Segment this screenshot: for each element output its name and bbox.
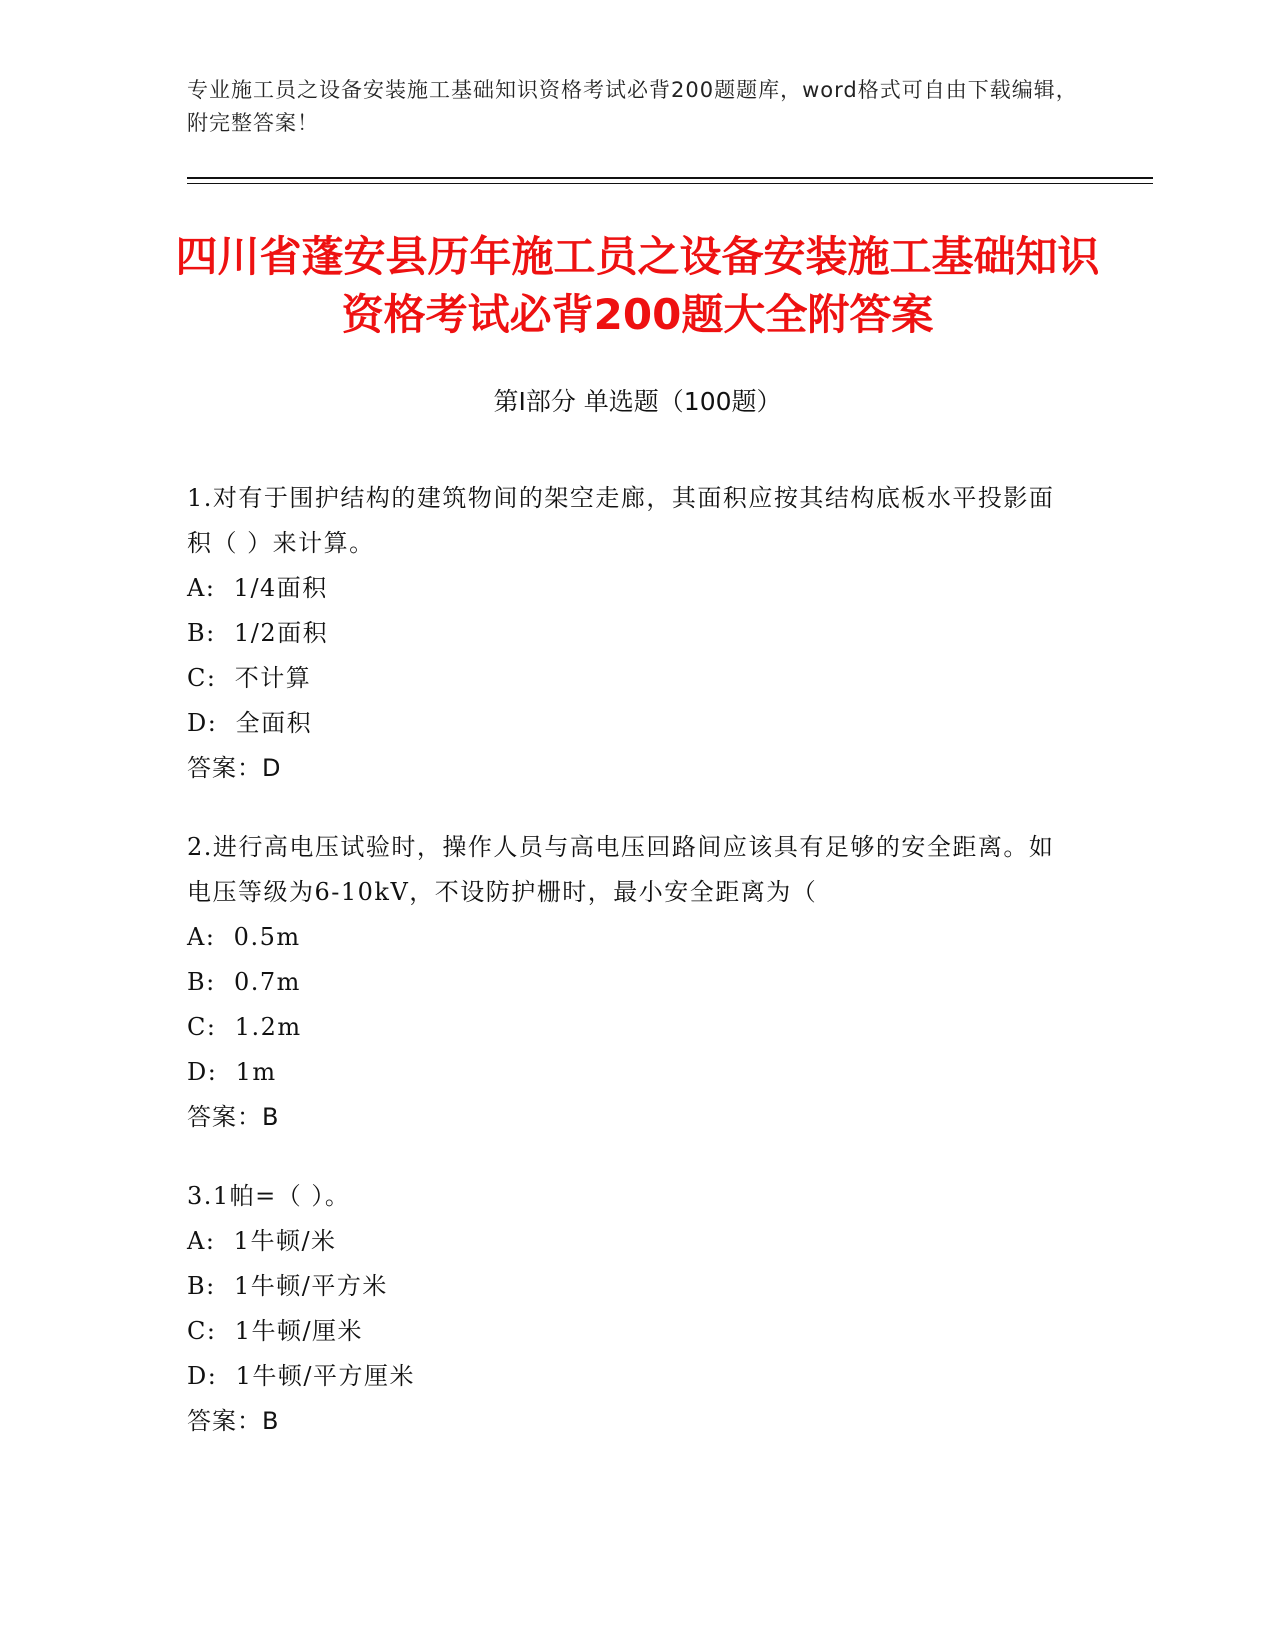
option-d: D: 1牛顿/平方厘米: [187, 1362, 415, 1390]
option-a: A: 0.5m: [187, 923, 301, 951]
option-d: D: 1m: [187, 1058, 277, 1086]
question-1: [187, 476, 1067, 791]
question-list: [187, 476, 1067, 1478]
question-2: [187, 825, 1067, 1140]
question-stem: 3.1帕=（ ）。: [187, 1182, 351, 1210]
option-d: D: 全面积: [187, 709, 313, 737]
option-c: C: 不计算: [187, 664, 312, 692]
header-note: 专业施工员之设备安装施工基础知识资格考试必背200题题库，word格式可自由下载编辑，附完整答案！: [187, 78, 1078, 135]
question-3: [187, 1174, 1067, 1444]
question-stem: 1.对有于围护结构的建筑物间的架空走廊，其面积应按其结构底板水平投影面积（ ）来计算。: [187, 484, 1055, 557]
option-c: C: 1.2m: [187, 1013, 302, 1041]
option-a: A: 1牛顿/米: [187, 1227, 337, 1255]
section-title: 第Ⅰ部分 单选题（100题）: [493, 387, 782, 416]
option-b: B: 1/2面积: [187, 619, 329, 647]
option-b: B: 1牛顿/平方米: [187, 1272, 388, 1300]
option-c: C: 1牛顿/厘米: [187, 1317, 364, 1345]
option-b: B: 0.7m: [187, 968, 301, 996]
option-a: A: 1/4面积: [187, 574, 328, 602]
header-divider-thin: [187, 183, 1153, 184]
answer: 答案：B: [187, 1103, 280, 1131]
answer: 答案：B: [187, 1407, 280, 1435]
document-title: 四川省蓬安县历年施工员之设备安装施工基础知识资格考试必背200题大全附答案: [175, 232, 1100, 339]
answer: 答案：D: [187, 754, 282, 782]
header-divider-thick: [187, 177, 1153, 179]
question-stem: 2.进行高电压试验时，操作人员与高电压回路间应该具有足够的安全距离。如电压等级为6-10kV，不设防护栅时，最小安全距离为（: [187, 833, 1055, 906]
